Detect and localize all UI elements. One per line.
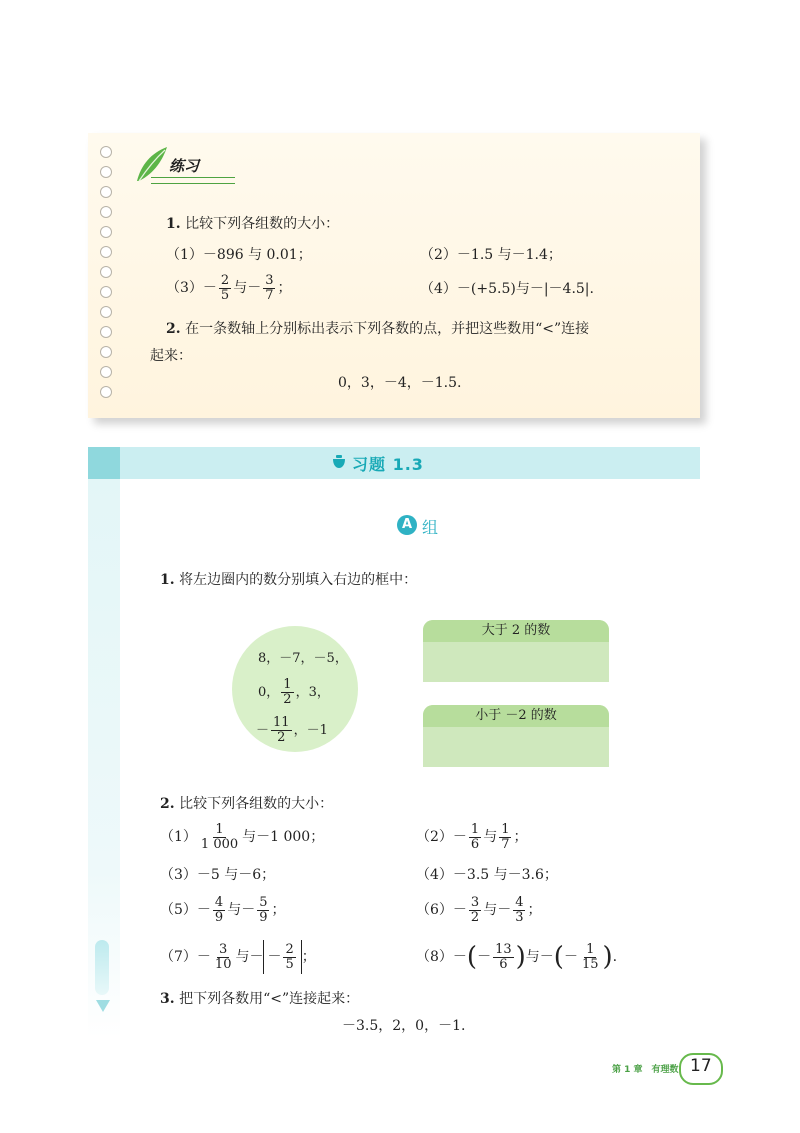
circle-text: － — [256, 723, 270, 738]
numerator: 1 — [501, 821, 510, 837]
item-prefix: （1） — [160, 829, 197, 845]
fraction — [199, 823, 240, 852]
cup-icon — [330, 453, 348, 471]
item-prefix: （6）－ — [416, 902, 467, 918]
item-prefix: （3）－ — [166, 280, 217, 296]
practice-q1-item1: （1）－896 与 0.01； — [166, 247, 312, 263]
fraction — [469, 896, 481, 925]
item-prefix: （5）－ — [160, 902, 211, 918]
exercise-q3 — [160, 990, 359, 1008]
question-number: 1. — [166, 216, 181, 232]
exercise-header-square — [88, 447, 120, 479]
numerator: 11 — [273, 715, 290, 730]
denominator: 6 — [470, 836, 480, 852]
exercise-q2-item5 — [160, 895, 285, 925]
numerator: 3 — [265, 272, 274, 288]
numerator: 2 — [285, 941, 294, 957]
fraction — [213, 943, 234, 972]
denominator: 6 — [499, 956, 508, 972]
circle-line-3 — [256, 716, 328, 746]
item-prefix: （7）－ — [160, 949, 211, 965]
binder-ring — [100, 146, 112, 158]
binder-ring — [100, 186, 112, 198]
numerator: 3 — [470, 894, 480, 910]
fraction — [281, 678, 293, 707]
denominator: 2 — [283, 692, 292, 707]
item-suffix: ； — [271, 902, 286, 918]
fraction — [263, 274, 275, 303]
sign: － — [563, 949, 578, 965]
denominator: 15 — [581, 956, 599, 972]
binder-ring — [100, 346, 112, 358]
question-text: 比较下列各组数的大小： — [179, 796, 334, 812]
binder-ring — [100, 206, 112, 218]
binder-ring — [100, 386, 112, 398]
denominator: 5 — [285, 956, 294, 972]
group-label: 组 — [422, 518, 439, 537]
exercise-title: 习题 1.3 — [352, 455, 424, 474]
circle-text: ，3， — [295, 685, 330, 700]
question-number: 3. — [160, 991, 175, 1007]
binder-ring — [100, 326, 112, 338]
numerator: 3 — [219, 941, 228, 957]
numerator: 5 — [259, 894, 268, 910]
numerator: 2 — [220, 272, 230, 288]
exercise-q2-item6 — [416, 895, 541, 925]
denominator: 1 000 — [200, 836, 239, 852]
item-suffix: ； — [527, 902, 542, 918]
item-prefix: （2）－ — [416, 829, 467, 845]
binder-ring — [100, 166, 112, 178]
binder-ring — [100, 246, 112, 258]
numerator: 13 — [495, 941, 512, 957]
practice-title: 练习 — [169, 157, 200, 175]
exercise-q2-item2 — [416, 822, 527, 852]
item-text: 与－ — [483, 902, 512, 918]
numerator: 4 — [214, 894, 224, 910]
denominator: 5 — [220, 287, 230, 303]
exercise-q2-item3: （3）－5 与－6； — [160, 867, 276, 883]
box-label: 大于 2 的数 — [423, 620, 609, 642]
practice-heading — [133, 145, 233, 185]
question-text: 比较下列各组数的大小： — [185, 216, 340, 232]
fraction — [271, 716, 292, 745]
item-text: 与－ — [227, 902, 256, 918]
binder-ring — [100, 306, 112, 318]
numerator: 4 — [515, 894, 524, 910]
question-text: 在一条数轴上分别标出表示下列各数的点，并把这些数用“<”连接 — [185, 321, 590, 337]
binder-ring — [100, 366, 112, 378]
question-text: 把下列各数用“<”连接起来： — [179, 991, 360, 1007]
exercise-q2-item7 — [160, 940, 316, 974]
denominator: 10 — [214, 956, 232, 972]
title-underline — [151, 177, 235, 184]
question-text: 将左边圈内的数分别填入右边的框中： — [179, 572, 418, 588]
denominator: 7 — [265, 287, 274, 303]
less-than-neg2-box — [423, 705, 609, 767]
denominator: 7 — [501, 836, 510, 852]
fraction — [493, 943, 514, 972]
exercise-q3-numbers: －3.5，2，0，－1. — [342, 1018, 466, 1034]
item-text: 与 — [483, 829, 498, 845]
question-number: 2. — [166, 321, 181, 337]
left-paren: ( — [466, 942, 478, 972]
right-paren: ) — [602, 942, 613, 972]
fraction — [283, 943, 295, 972]
binder-ring — [100, 226, 112, 238]
sign: － — [477, 949, 492, 965]
question-number: 1. — [160, 572, 175, 588]
page-number: 17 — [690, 1056, 712, 1076]
fraction — [257, 896, 269, 925]
denominator: 2 — [470, 909, 480, 925]
question-number: 2. — [160, 796, 175, 812]
fraction — [213, 896, 225, 925]
footer-chapter: 第 1 章 有理数 — [612, 1065, 679, 1075]
item-text: 与－ — [233, 280, 262, 296]
binder-ring — [100, 266, 112, 278]
item-text: 与－ — [235, 949, 264, 965]
item-suffix: . — [612, 949, 618, 965]
circle-text: ，－1 — [293, 723, 328, 738]
item-suffix: ； — [513, 829, 528, 845]
fraction — [580, 943, 601, 972]
exercise-q1 — [160, 571, 417, 589]
practice-q1-item2: （2）－1.5 与－1.4； — [420, 247, 562, 263]
denominator: 9 — [259, 909, 268, 925]
item-prefix: （8）－ — [416, 949, 467, 965]
binder-ring — [100, 286, 112, 298]
practice-q2 — [166, 320, 589, 338]
circle-line-2 — [258, 678, 330, 708]
circle-line-1: 8，－7，－5， — [258, 651, 348, 666]
item-text: 与－ — [525, 949, 554, 965]
denominator: 2 — [277, 730, 286, 745]
item-suffix: ； — [301, 949, 316, 965]
greater-than-2-box — [423, 620, 609, 682]
numerator: 1 — [586, 941, 595, 957]
practice-q1 — [166, 215, 339, 233]
left-paren: ( — [553, 942, 564, 972]
right-paren: ) — [515, 942, 526, 972]
fraction — [513, 896, 525, 925]
exercise-q2-item4: （4）－3.5 与－3.6； — [416, 867, 558, 883]
numerator: 1 — [470, 821, 480, 837]
fraction — [499, 823, 511, 852]
fraction — [469, 823, 481, 852]
numerator: 1 — [215, 821, 224, 837]
exercise-q2-item1 — [160, 822, 324, 852]
absolute-value — [263, 940, 301, 974]
denominator: 3 — [515, 909, 524, 925]
sign: － — [267, 949, 282, 965]
denominator: 9 — [214, 909, 224, 925]
practice-q1-item4: （4）－(+5.5)与－|－4.5|. — [420, 281, 594, 297]
practice-q2-numbers: 0，3，－4，－1.5. — [338, 375, 462, 391]
exercise-q2-item8 — [416, 940, 617, 974]
box-label: 小于 －2 的数 — [423, 705, 609, 727]
exercise-q2 — [160, 795, 333, 813]
numerator: 1 — [283, 677, 292, 692]
fraction — [219, 274, 231, 303]
practice-q2-line2: 起来： — [150, 348, 192, 364]
item-suffix: ； — [277, 280, 292, 296]
circle-text: 0， — [258, 685, 280, 700]
sidebar-tab — [95, 940, 109, 995]
item-suffix: 与－1 000； — [242, 829, 325, 845]
practice-q1-item3 — [166, 273, 291, 303]
down-arrow-icon — [96, 1000, 110, 1012]
group-badge: A — [397, 515, 417, 535]
